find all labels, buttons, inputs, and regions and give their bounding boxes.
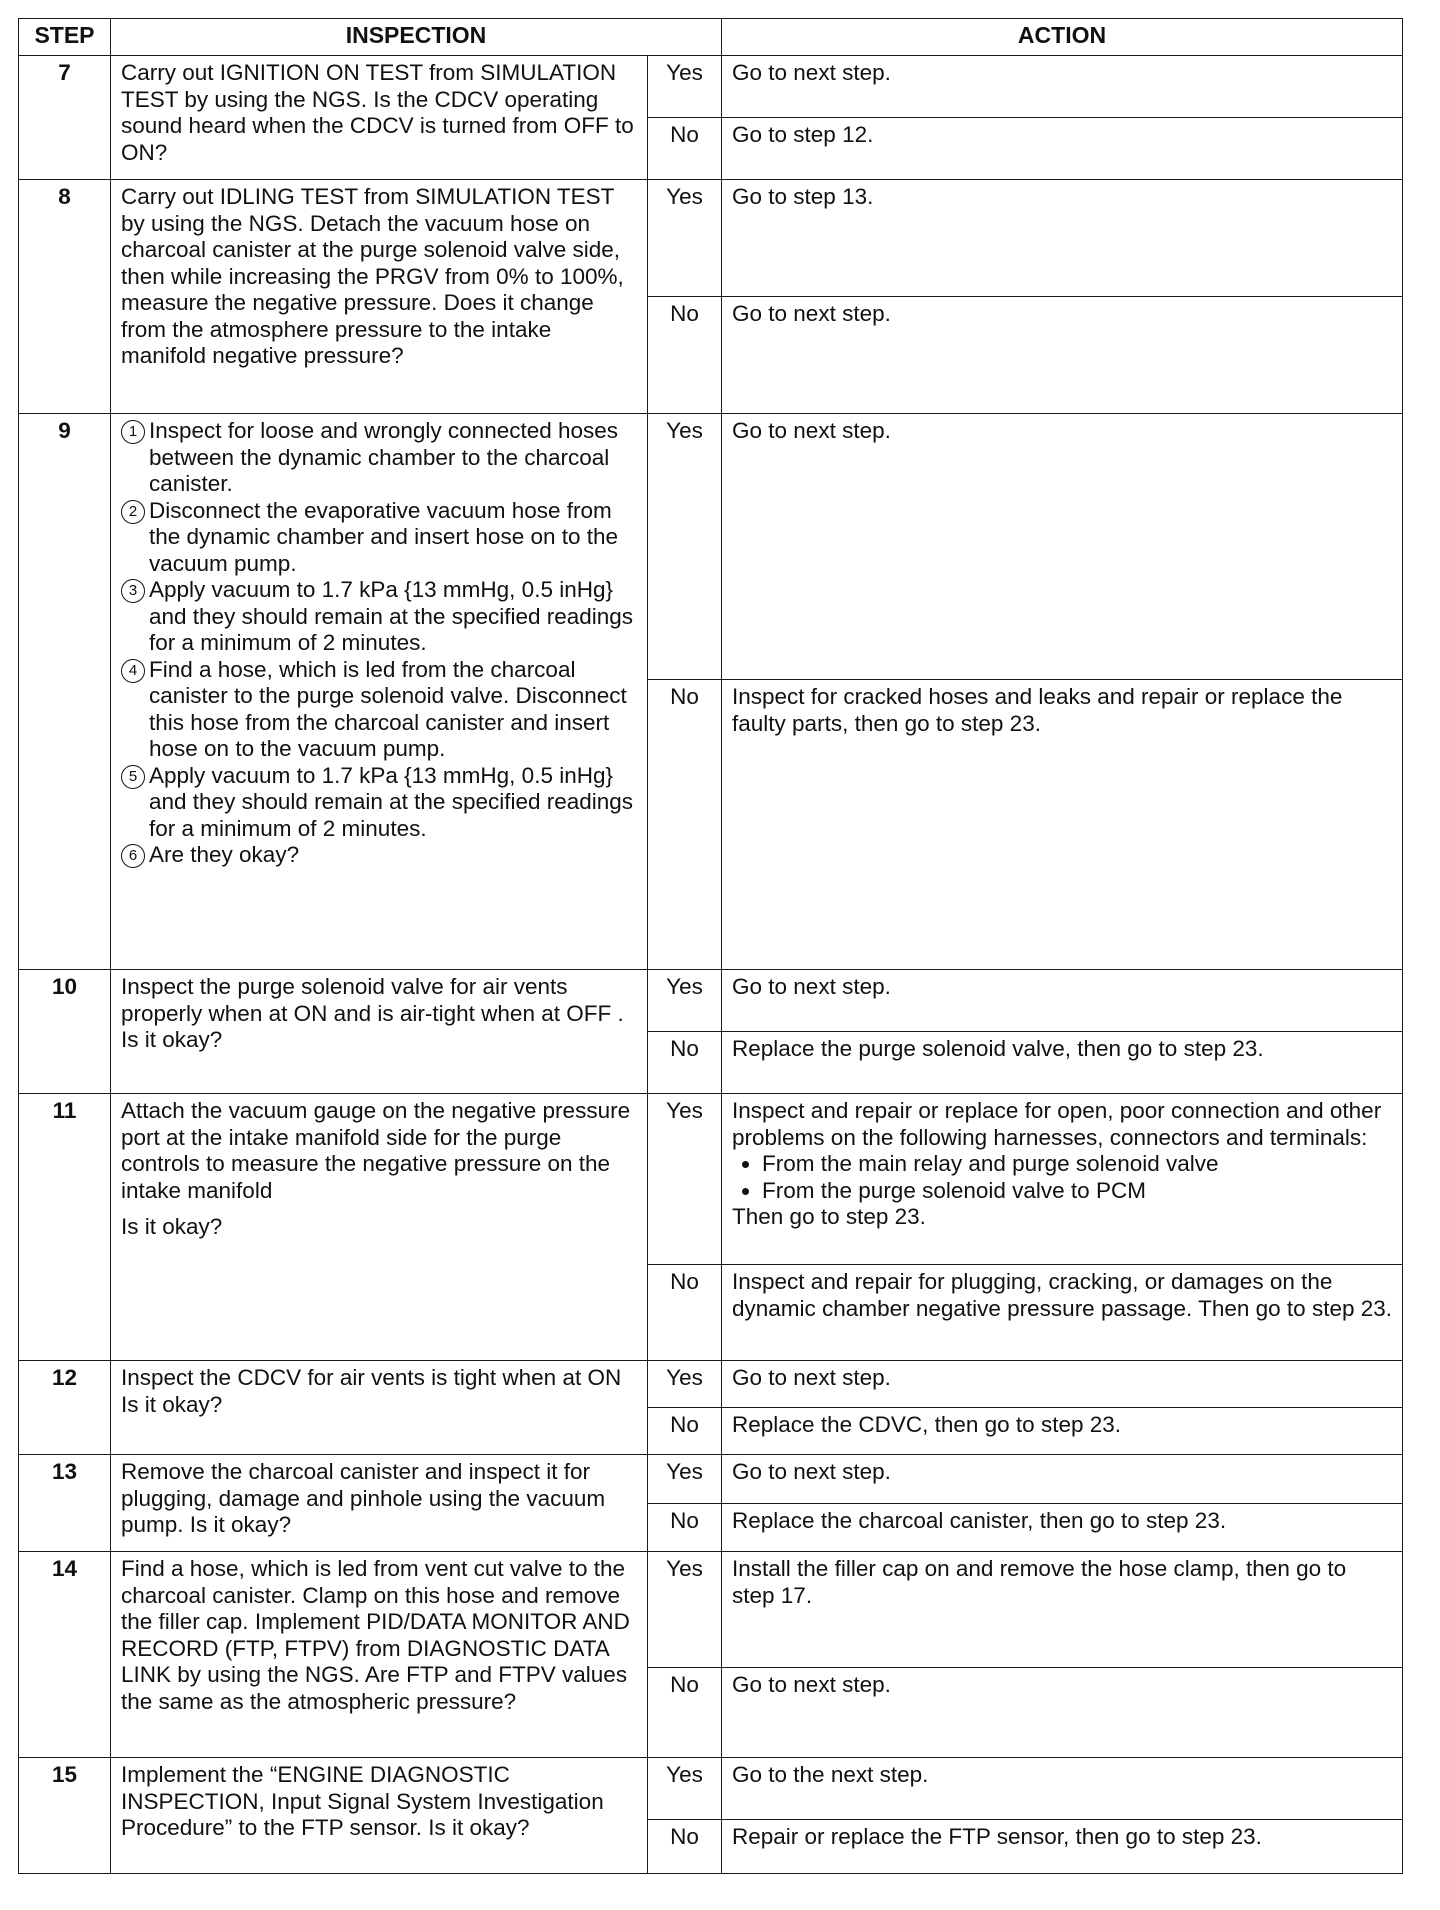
table-row: [19, 56, 1403, 118]
yes-action: Go to next step.: [722, 1361, 1403, 1408]
table-row: [19, 1552, 1403, 1668]
inspection-cell: [111, 1361, 648, 1455]
sub-step: [121, 657, 637, 763]
yes-action-cell: [722, 1094, 1403, 1265]
no-action: Inspect and repair for plugging, cracking, or damages on the dynamic chamber negative pressure passage. Then go to step 23.: [722, 1265, 1403, 1361]
sub-step-text: Find a hose, which is led from the charcoal canister to the purge solenoid valve. Disconnect this hose from the charcoal canister and insert hose on to the vacuum pump.: [149, 656, 627, 761]
no-action: Go to next step.: [722, 297, 1403, 414]
no-label: No: [648, 1668, 722, 1758]
no-label: No: [648, 1408, 722, 1455]
no-label: No: [648, 118, 722, 180]
step-number: 13: [19, 1455, 111, 1552]
inspection-text: Carry out IGNITION ON TEST from SIMULATION TEST by using the NGS. Is the CDCV operating sound heard when the CDCV is turned from OFF to ON?: [111, 56, 648, 180]
yes-action: Go to the next step.: [722, 1758, 1403, 1820]
header-step: STEP: [19, 19, 111, 56]
inspection-substeps: [111, 414, 648, 970]
yes-label: Yes: [648, 56, 722, 118]
sub-step: [121, 842, 637, 869]
yes-label: Yes: [648, 414, 722, 680]
step-number: 10: [19, 970, 111, 1094]
step-number: 15: [19, 1758, 111, 1874]
inspection-text: Implement the “ENGINE DIAGNOSTIC INSPECTION, Input Signal System Investigation Procedure” to the FTP sensor. Is it okay?: [111, 1758, 648, 1874]
inspection-text: Carry out IDLING TEST from SIMULATION TEST by using the NGS. Detach the vacuum hose on charcoal canister at the purge solenoid valve side, then while increasing the PRGV from 0% to 100%, measure the negative pressure. Does it change from the atmosphere pressure to the intake manifold negative pressure?: [111, 180, 648, 414]
table-row: [19, 1758, 1403, 1820]
inspection-text: Find a hose, which is led from vent cut valve to the charcoal canister. Clamp on this hose and remove the filler cap. Implement PID/DATA MONITOR AND RECORD (FTP, FTPV) from DIAGNOSTIC DATA LINK by using the NGS. Are FTP and FTPV values the same as the atmospheric pressure?: [111, 1552, 648, 1758]
step-number: 14: [19, 1552, 111, 1758]
sub-step-text: Apply vacuum to 1.7 kPa {13 mmHg, 0.5 inHg} and they should remain at the specified readings for a minimum of 2 minutes.: [149, 577, 634, 655]
yes-label: Yes: [648, 1552, 722, 1668]
table-header-row: [19, 19, 1403, 56]
inspection-text: Attach the vacuum gauge on the negative pressure port at the intake manifold side for the purge controls to measure the negative pressure on the intake manifold: [121, 1098, 631, 1203]
circled-number-5: 5: [121, 765, 145, 789]
no-action: Replace the charcoal canister, then go to step 23.: [722, 1504, 1403, 1552]
yes-label: Yes: [648, 1361, 722, 1408]
sub-step-text: Inspect for loose and wrongly connected hoses between the dynamic chamber to the charcoal canister.: [149, 418, 619, 496]
sub-step: [121, 577, 637, 657]
list-item: • From the purge solenoid valve to PCM: [762, 1178, 1392, 1205]
sub-step: [121, 763, 637, 843]
table-row: [19, 1455, 1403, 1504]
yes-action: Inspect and repair or replace for open, poor connection and other problems on the following harnesses, connectors and terminals:: [732, 1098, 1382, 1150]
table-row: [19, 414, 1403, 680]
circled-number-1: 1: [121, 420, 145, 444]
step-number: 11: [19, 1094, 111, 1361]
yes-action: Go to next step.: [722, 1455, 1403, 1504]
yes-action-followup: Then go to step 23.: [732, 1204, 926, 1229]
no-action: Go to step 12.: [722, 118, 1403, 180]
yes-label: Yes: [648, 1094, 722, 1265]
sub-step: [121, 498, 637, 578]
no-action: Replace the CDVC, then go to step 23.: [722, 1408, 1403, 1455]
header-inspection: INSPECTION: [111, 19, 722, 56]
yes-action: Go to next step.: [722, 56, 1403, 118]
inspection-question: Is it okay?: [121, 1391, 223, 1417]
table-row: [19, 180, 1403, 297]
step-number: 9: [19, 414, 111, 970]
no-label: No: [648, 297, 722, 414]
diagnostic-page: [18, 18, 1402, 1874]
circled-number-6: 6: [121, 844, 145, 868]
no-action: Inspect for cracked hoses and leaks and repair or replace the faulty parts, then go to step 23.: [722, 680, 1403, 970]
yes-label: Yes: [648, 180, 722, 297]
sub-step-text: Are they okay?: [149, 842, 300, 867]
sub-step-text: Apply vacuum to 1.7 kPa {13 mmHg, 0.5 inHg} and they should remain at the specified readings for a minimum of 2 minutes.: [149, 762, 634, 841]
header-action: ACTION: [722, 19, 1403, 56]
no-action: Go to next step.: [722, 1668, 1403, 1758]
yes-label: Yes: [648, 970, 722, 1032]
yes-action: Go to next step.: [722, 414, 1403, 680]
circled-number-2: 2: [121, 500, 145, 524]
inspection-text: Remove the charcoal canister and inspect it for plugging, damage and pinhole using the vacuum pump. Is it okay?: [111, 1455, 648, 1552]
sub-step: [121, 418, 637, 498]
table-row: [19, 1094, 1403, 1265]
table-row: [19, 970, 1403, 1032]
diagnostic-table: [18, 18, 1403, 1874]
yes-action: Install the filler cap on and remove the hose clamp, then go to step 17.: [722, 1552, 1403, 1668]
yes-action: Go to next step.: [722, 970, 1403, 1032]
step-number: 8: [19, 180, 111, 414]
step-number: 12: [19, 1361, 111, 1455]
step-number: 7: [19, 56, 111, 180]
harness-list: [732, 1151, 1392, 1204]
inspection-question: Is it okay?: [121, 1214, 223, 1239]
yes-action: Go to step 13.: [722, 180, 1403, 297]
table-row: [19, 1361, 1403, 1408]
inspection-text: Inspect the purge solenoid valve for air vents properly when at ON and is air-tight when at OFF . Is it okay?: [111, 970, 648, 1094]
no-label: No: [648, 1820, 722, 1874]
circled-number-3: 3: [121, 579, 145, 603]
circled-number-4: 4: [121, 659, 145, 683]
no-label: No: [648, 1032, 722, 1094]
sub-step-text: Disconnect the evaporative vacuum hose from the dynamic chamber and insert hose on to the vacuum pump.: [149, 497, 619, 576]
inspection-cell: [111, 1094, 648, 1361]
no-label: No: [648, 1504, 722, 1552]
yes-label: Yes: [648, 1758, 722, 1820]
no-action: Repair or replace the FTP sensor, then go to step 23.: [722, 1820, 1403, 1874]
yes-label: Yes: [648, 1455, 722, 1504]
list-item: • From the main relay and purge solenoid valve: [762, 1151, 1392, 1178]
no-label: No: [648, 680, 722, 970]
no-action: Replace the purge solenoid valve, then go to step 23.: [722, 1032, 1403, 1094]
inspection-text: Inspect the CDCV for air vents is tight when at ON: [121, 1365, 622, 1390]
no-label: No: [648, 1265, 722, 1361]
